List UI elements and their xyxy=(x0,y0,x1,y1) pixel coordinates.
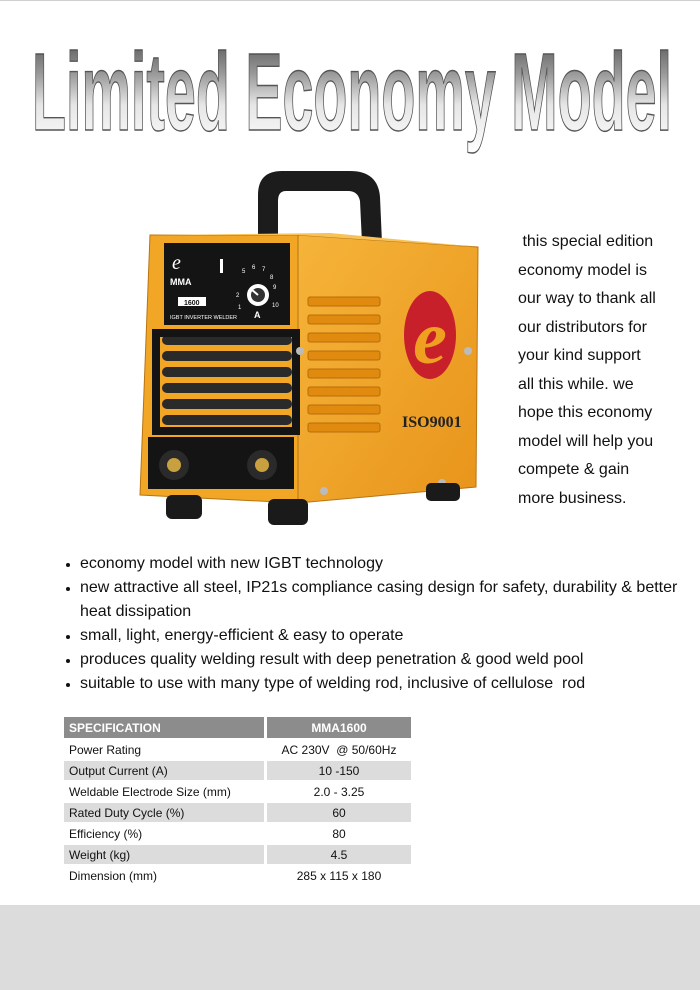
foot xyxy=(426,483,460,501)
side-line: our way to thank all xyxy=(518,290,656,307)
spec-label: Weight (kg) xyxy=(64,845,264,864)
spec-header-row xyxy=(64,717,411,738)
svg-text:1: 1 xyxy=(238,305,242,311)
feature-item: new attractive all steel, IP21s compliance casing design for safety, durability & better heat dissipation xyxy=(62,576,682,624)
side-line: economy model is xyxy=(518,261,647,279)
dial-unit: A xyxy=(254,310,261,320)
spec-value: 4.5 xyxy=(267,845,411,864)
spec-label: Power Rating xyxy=(69,742,142,757)
feature-item: suitable to use with many type of welding rod, inclusive of cellulose rod xyxy=(62,672,682,696)
side-line: this special edition xyxy=(518,233,654,250)
spec-table xyxy=(64,715,411,887)
panel-logo: MMA xyxy=(170,277,192,287)
spec-value: 285 x 115 x 180 xyxy=(296,868,382,883)
panel-model: 1600 xyxy=(184,300,200,307)
spec-row xyxy=(64,782,411,801)
spec-value: 2.0 - 3.25 xyxy=(313,784,365,799)
foot xyxy=(268,499,308,525)
svg-text:9: 9 xyxy=(273,285,277,291)
spec-label: Efficiency (%) xyxy=(69,826,143,841)
spec-label: Weldable Electrode Size (mm) xyxy=(69,784,231,799)
spec-row xyxy=(64,824,411,843)
spec-row xyxy=(64,803,411,822)
feature-item: produces quality welding result with deep penetration & good weld pool xyxy=(62,648,682,672)
side-line: compete & gain xyxy=(518,461,630,478)
feature-item: small, light, energy-efficient & easy to operate xyxy=(62,624,682,648)
side-line: all this while. we xyxy=(518,375,634,393)
page-title xyxy=(22,28,682,158)
brand-logo-letter: e xyxy=(413,296,447,380)
spec-row xyxy=(64,761,411,780)
svg-text:7: 7 xyxy=(262,267,266,273)
spec-row xyxy=(64,845,411,864)
page-title-text: Limited Economy Model xyxy=(32,31,672,154)
side-line: hope this economy xyxy=(518,404,653,421)
spec-value: 60 xyxy=(267,803,411,822)
spec-header-model: MMA1600 xyxy=(267,717,411,738)
spec-value: AC 230V @ 50/60Hz xyxy=(281,742,397,757)
top-rule xyxy=(0,0,700,1)
side-line: our distributors for xyxy=(518,318,647,336)
side-line: model will help you xyxy=(518,432,654,450)
feature-list xyxy=(62,552,682,696)
spec-label: Dimension (mm) xyxy=(69,868,158,883)
side-line: more business. xyxy=(518,489,627,507)
panel-caption: IGBT INVERTER WELDER xyxy=(170,315,238,321)
spec-header-label: SPECIFICATION xyxy=(64,717,264,738)
svg-text:2: 2 xyxy=(236,293,240,299)
svg-text:6: 6 xyxy=(252,265,256,271)
side-description xyxy=(518,228,693,513)
iso-mark: ISO9001 xyxy=(402,414,462,431)
side-line: your kind support xyxy=(518,347,641,364)
footer-band xyxy=(0,905,700,990)
svg-text:10: 10 xyxy=(272,303,279,309)
feature-item: economy model with new IGBT technology xyxy=(62,552,682,576)
foot xyxy=(166,495,202,519)
spec-label: Rated Duty Cycle (%) xyxy=(64,803,264,822)
panel-brand-letter: e xyxy=(172,252,181,274)
spec-value: 10 -150 xyxy=(267,761,411,780)
svg-text:8: 8 xyxy=(270,275,274,281)
spec-row xyxy=(64,866,411,885)
svg-text:5: 5 xyxy=(242,269,246,275)
spec-row xyxy=(64,740,411,759)
spec-label: Output Current (A) xyxy=(64,761,264,780)
spec-value: 80 xyxy=(332,826,346,841)
welder-product-image xyxy=(130,165,490,530)
